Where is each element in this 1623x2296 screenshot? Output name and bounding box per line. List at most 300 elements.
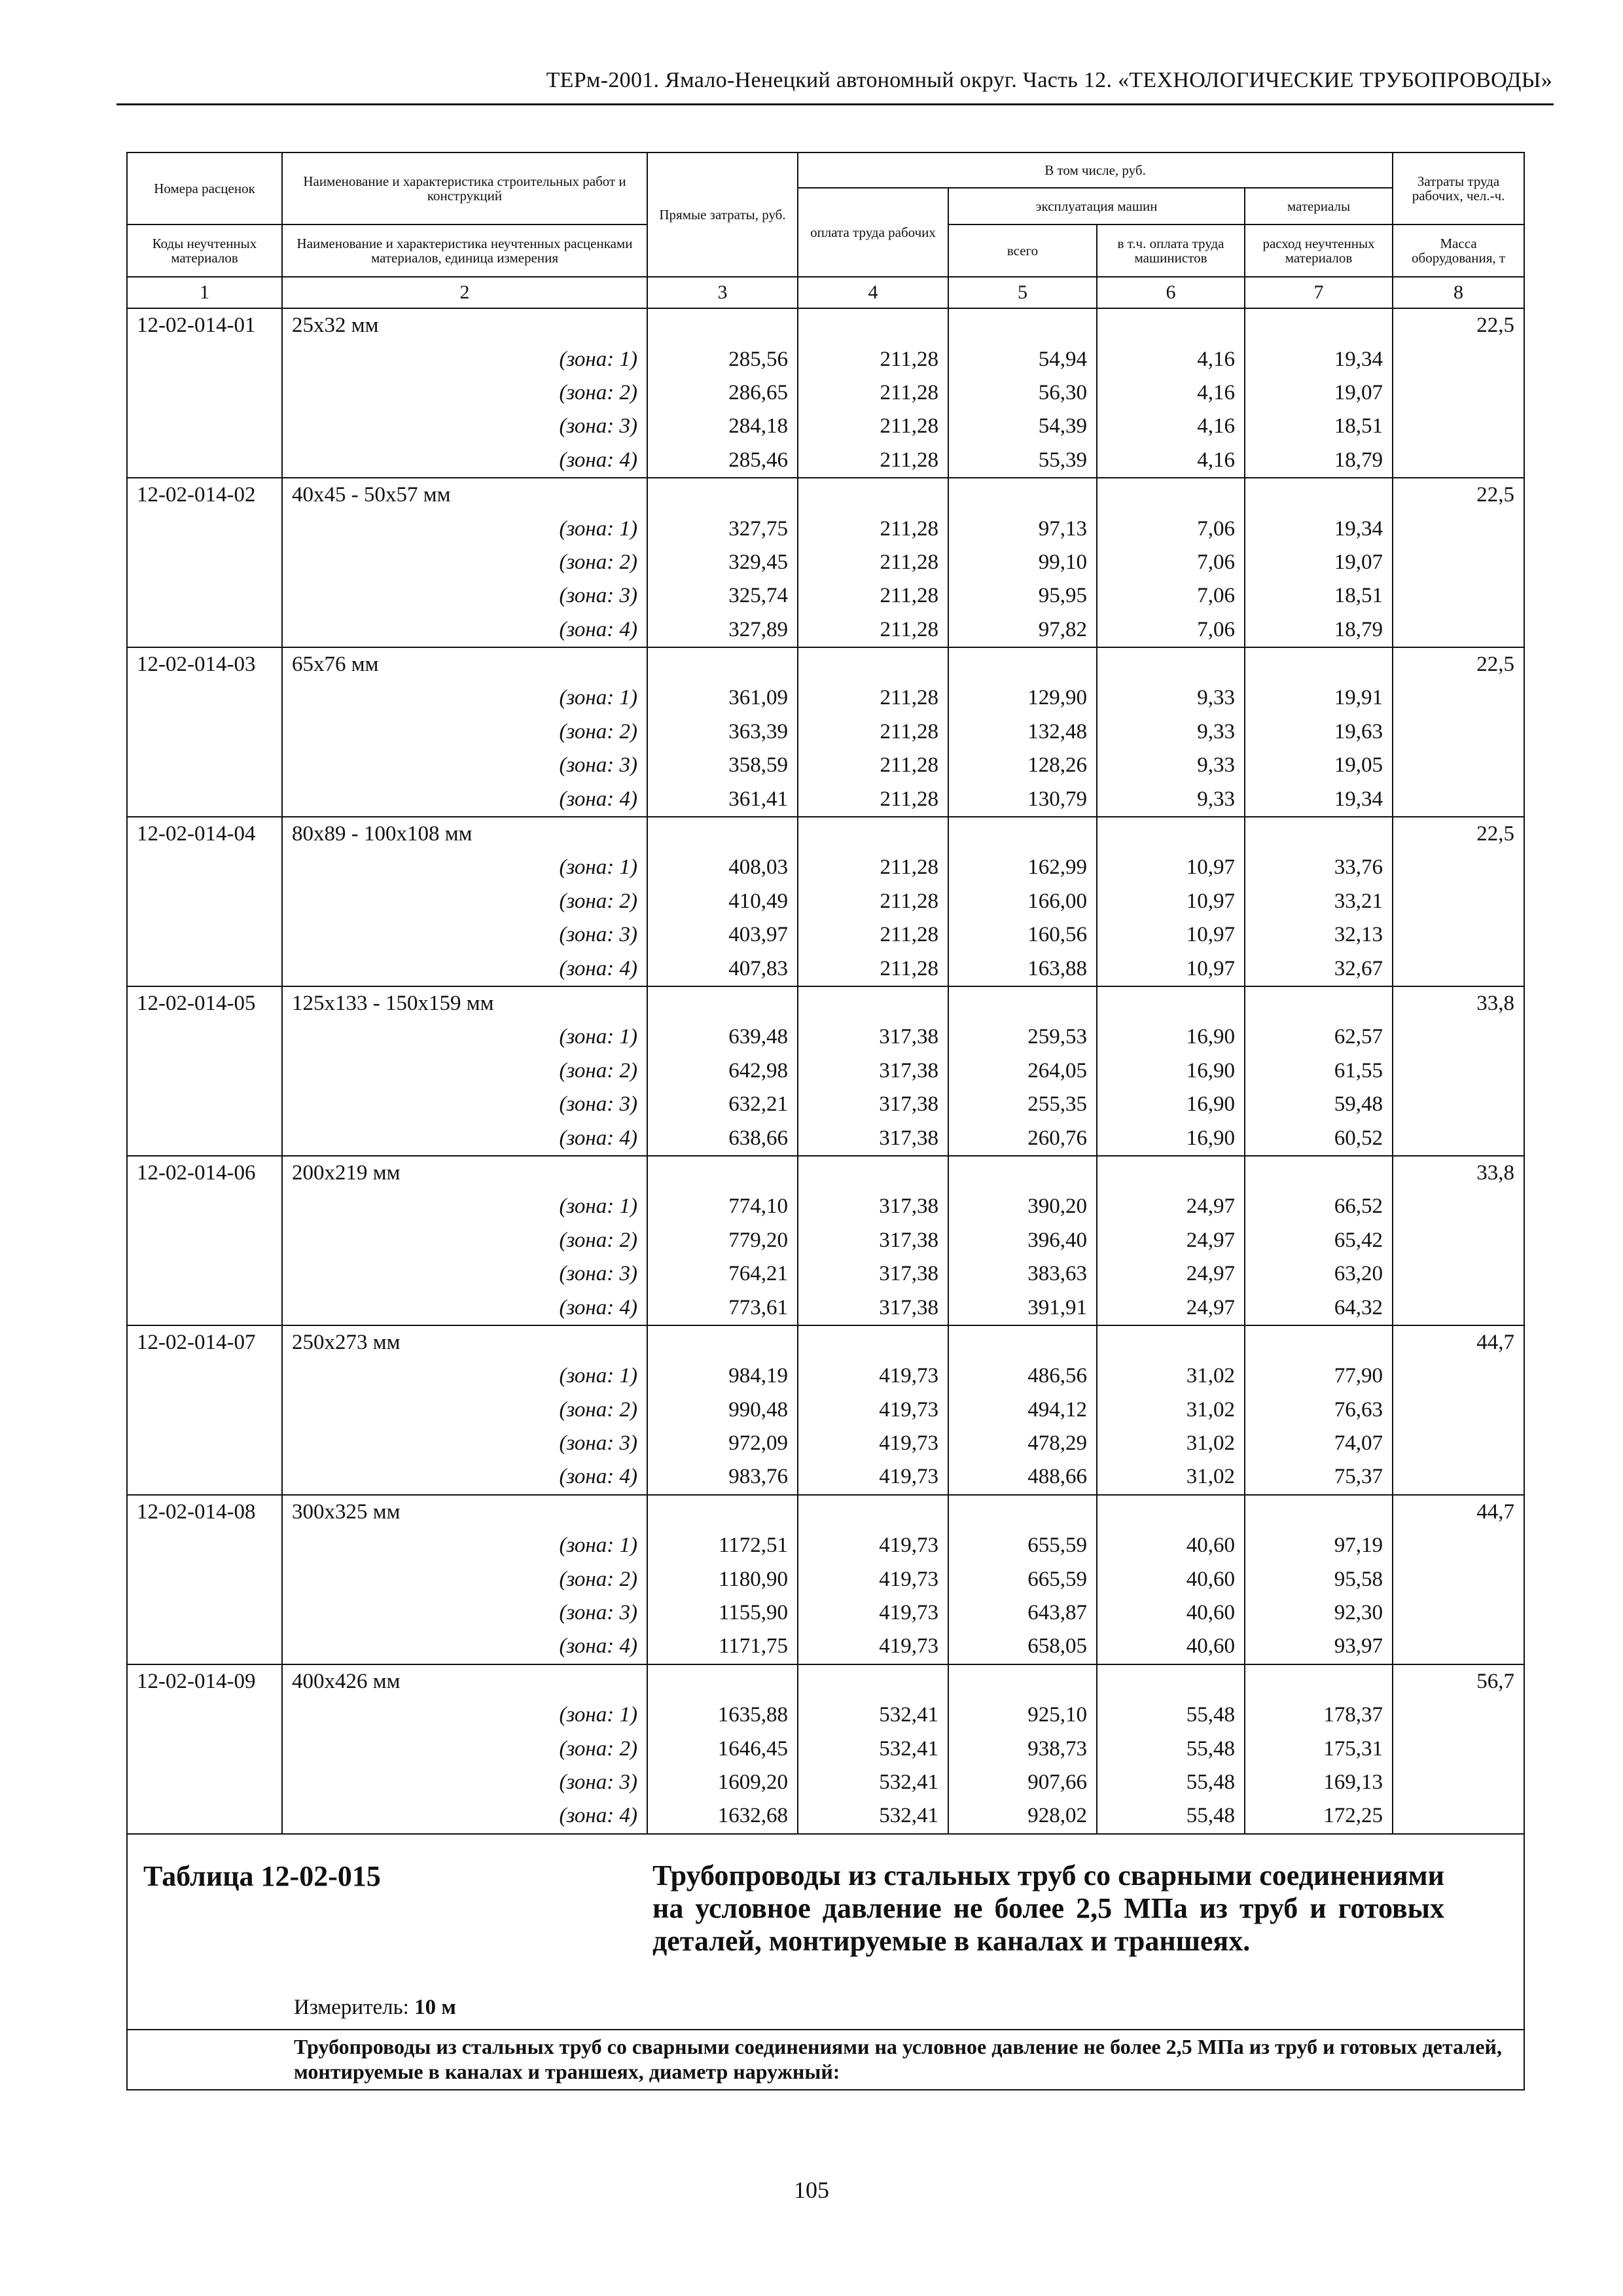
- empty-cell: [127, 782, 282, 816]
- zone-row: [127, 1529, 1524, 1562]
- worker-pay: 211,28: [798, 715, 948, 749]
- zone-row: [127, 1562, 1524, 1596]
- machinist-pay: 31,02: [1097, 1460, 1245, 1494]
- materials-cost: 33,76: [1245, 851, 1393, 884]
- th-materials: материалы: [1245, 188, 1393, 224]
- direct-cost: 327,75: [647, 512, 798, 545]
- empty-cell: [1097, 817, 1245, 851]
- worker-pay: 211,28: [798, 749, 948, 782]
- materials-cost: 32,13: [1245, 918, 1393, 952]
- rate-group-row: [127, 1495, 1524, 1529]
- empty-cell: [798, 308, 948, 342]
- materials-cost: 74,07: [1245, 1427, 1393, 1460]
- zone-label: (зона: 3): [282, 1427, 647, 1460]
- rate-name: 400х426 мм: [282, 1664, 647, 1698]
- zone-row: [127, 1121, 1524, 1155]
- empty-cell: [1245, 1495, 1393, 1529]
- empty-cell: [1393, 1732, 1524, 1765]
- zone-row: [127, 1088, 1524, 1121]
- column-number: 3: [647, 277, 798, 308]
- empty-cell: [1393, 376, 1524, 410]
- empty-cell: [1393, 1460, 1524, 1494]
- empty-cell: [1393, 952, 1524, 986]
- worker-pay: 317,38: [798, 1291, 948, 1325]
- column-number: 8: [1393, 277, 1524, 308]
- direct-cost: 983,76: [647, 1460, 798, 1494]
- machinist-pay: 24,97: [1097, 1291, 1245, 1325]
- next-table-title: Трубопроводы из стальных труб со сварными соединениями на условное давление не более 2,5 МПа из труб и готовых деталей, монтируемые в каналах и траншеях.: [652, 1859, 1444, 1957]
- empty-cell: [1245, 478, 1393, 512]
- empty-cell: [127, 444, 282, 478]
- zone-label: (зона: 4): [282, 1460, 647, 1494]
- zone-label: (зона: 1): [282, 1698, 647, 1732]
- zone-label: (зона: 2): [282, 715, 647, 749]
- th-machinist-pay: в т.ч. оплата труда машинистов: [1097, 224, 1245, 277]
- machinist-pay: 9,33: [1097, 681, 1245, 715]
- empty-cell: [1393, 1799, 1524, 1833]
- rate-group-row: [127, 986, 1524, 1020]
- empty-cell: [1245, 1156, 1393, 1190]
- direct-cost: 285,46: [647, 444, 798, 478]
- direct-cost: 284,18: [647, 410, 798, 443]
- empty-cell: [647, 1156, 798, 1190]
- zone-row: [127, 579, 1524, 613]
- empty-cell: [1393, 546, 1524, 579]
- machinist-pay: 7,06: [1097, 613, 1245, 647]
- empty-cell: [127, 1393, 282, 1427]
- empty-cell: [1393, 1393, 1524, 1427]
- machinist-pay: 10,97: [1097, 885, 1245, 918]
- empty-cell: [798, 1664, 948, 1698]
- materials-cost: 33,21: [1245, 885, 1393, 918]
- zone-row: [127, 851, 1524, 884]
- empty-cell: [127, 546, 282, 579]
- empty-cell: [948, 647, 1097, 681]
- column-number: 1: [127, 277, 282, 308]
- machinist-pay: 55,48: [1097, 1698, 1245, 1732]
- machine-total: 54,39: [948, 410, 1097, 443]
- empty-cell: [127, 851, 282, 884]
- machinist-pay: 16,90: [1097, 1054, 1245, 1088]
- worker-pay: 211,28: [798, 952, 948, 986]
- empty-cell: [948, 1325, 1097, 1359]
- direct-cost: 638,66: [647, 1121, 798, 1155]
- rate-group-row: [127, 1325, 1524, 1359]
- empty-cell: [948, 1664, 1097, 1698]
- empty-cell: [1393, 1630, 1524, 1664]
- empty-cell: [1393, 749, 1524, 782]
- direct-cost: 1609,20: [647, 1766, 798, 1799]
- machinist-pay: 4,16: [1097, 342, 1245, 376]
- th-machine-ops: эксплуатация машин: [948, 188, 1245, 224]
- empty-cell: [1245, 1325, 1393, 1359]
- zone-row: [127, 444, 1524, 478]
- empty-cell: [647, 1495, 798, 1529]
- materials-cost: 60,52: [1245, 1121, 1393, 1155]
- worker-pay: 211,28: [798, 782, 948, 816]
- machinist-pay: 7,06: [1097, 512, 1245, 545]
- materials-cost: 59,48: [1245, 1088, 1393, 1121]
- machine-total: 264,05: [948, 1054, 1097, 1088]
- empty-cell: [647, 1325, 798, 1359]
- zone-label: (зона: 2): [282, 1224, 647, 1257]
- empty-cell: [647, 308, 798, 342]
- machinist-pay: 10,97: [1097, 918, 1245, 952]
- empty-cell: [127, 715, 282, 749]
- machine-total: 494,12: [948, 1393, 1097, 1427]
- machine-total: 55,39: [948, 444, 1097, 478]
- empty-cell: [1393, 1054, 1524, 1088]
- worker-pay: 317,38: [798, 1020, 948, 1054]
- machinist-pay: 55,48: [1097, 1766, 1245, 1799]
- th-rate-numbers: Номера расценок: [127, 152, 282, 224]
- zone-label: (зона: 3): [282, 749, 647, 782]
- machine-total: 391,91: [948, 1291, 1097, 1325]
- machine-total: 928,02: [948, 1799, 1097, 1833]
- materials-cost: 19,91: [1245, 681, 1393, 715]
- machine-total: 383,63: [948, 1257, 1097, 1291]
- empty-cell: [1393, 1529, 1524, 1562]
- machine-total: 160,56: [948, 918, 1097, 952]
- machinist-pay: 31,02: [1097, 1427, 1245, 1460]
- rate-group-row: [127, 817, 1524, 851]
- rate-name: 200х219 мм: [282, 1156, 647, 1190]
- worker-pay: 419,73: [798, 1630, 948, 1664]
- materials-cost: 19,34: [1245, 512, 1393, 545]
- zone-label: (зона: 1): [282, 512, 647, 545]
- machine-total: 130,79: [948, 782, 1097, 816]
- empty-cell: [647, 986, 798, 1020]
- zone-row: [127, 1190, 1524, 1223]
- empty-cell: [127, 1054, 282, 1088]
- zone-row: [127, 1799, 1524, 1833]
- empty-cell: [1393, 1359, 1524, 1393]
- direct-cost: 764,21: [647, 1257, 798, 1291]
- machine-total: 486,56: [948, 1359, 1097, 1393]
- th-unaccounted-consumption: расход неучтенных материалов: [1245, 224, 1393, 277]
- zone-label: (зона: 2): [282, 376, 647, 410]
- th-unaccounted-names: Наименование и характеристика неучтенных расценками материалов, единица измерения: [282, 224, 647, 277]
- machinist-pay: 40,60: [1097, 1562, 1245, 1596]
- page-number: 105: [794, 2177, 829, 2203]
- machinist-pay: 9,33: [1097, 749, 1245, 782]
- rate-name: 250х273 мм: [282, 1325, 647, 1359]
- empty-cell: [647, 1664, 798, 1698]
- machinist-pay: 16,90: [1097, 1088, 1245, 1121]
- empty-cell: [1245, 308, 1393, 342]
- machine-total: 128,26: [948, 749, 1097, 782]
- rate-code: 12-02-014-03: [127, 647, 282, 681]
- labor-cost: 22,5: [1393, 817, 1524, 851]
- empty-cell: [1097, 478, 1245, 512]
- rate-name: 125х133 - 150х159 мм: [282, 986, 647, 1020]
- empty-cell: [127, 1121, 282, 1155]
- empty-cell: [1393, 715, 1524, 749]
- materials-cost: 19,34: [1245, 782, 1393, 816]
- zone-row: [127, 749, 1524, 782]
- empty-cell: [127, 1460, 282, 1494]
- machine-total: 166,00: [948, 885, 1097, 918]
- empty-cell: [127, 1630, 282, 1664]
- worker-pay: 211,28: [798, 579, 948, 613]
- materials-cost: 93,97: [1245, 1630, 1393, 1664]
- zone-label: (зона: 1): [282, 851, 647, 884]
- zone-row: [127, 1054, 1524, 1088]
- materials-cost: 63,20: [1245, 1257, 1393, 1291]
- empty-cell: [1393, 444, 1524, 478]
- direct-cost: 403,97: [647, 918, 798, 952]
- th-equipment-mass: Масса оборудования, т: [1393, 224, 1524, 277]
- column-numbers-row: [127, 277, 1524, 308]
- machine-total: 129,90: [948, 681, 1097, 715]
- column-number: 2: [282, 277, 647, 308]
- zone-row: [127, 613, 1524, 647]
- zone-label: (зона: 3): [282, 1088, 647, 1121]
- worker-pay: 419,73: [798, 1460, 948, 1494]
- machine-total: 132,48: [948, 715, 1097, 749]
- materials-cost: 18,79: [1245, 444, 1393, 478]
- direct-cost: 410,49: [647, 885, 798, 918]
- zone-row: [127, 1460, 1524, 1494]
- empty-cell: [1097, 986, 1245, 1020]
- direct-cost: 639,48: [647, 1020, 798, 1054]
- direct-cost: 774,10: [647, 1190, 798, 1223]
- direct-cost: 361,09: [647, 681, 798, 715]
- machine-total: 162,99: [948, 851, 1097, 884]
- empty-cell: [127, 1529, 282, 1562]
- zone-row: [127, 546, 1524, 579]
- zone-row: [127, 681, 1524, 715]
- empty-cell: [1393, 1088, 1524, 1121]
- zone-row: [127, 1291, 1524, 1325]
- direct-cost: 325,74: [647, 579, 798, 613]
- worker-pay: 532,41: [798, 1698, 948, 1732]
- worker-pay: 211,28: [798, 342, 948, 376]
- zone-row: [127, 918, 1524, 952]
- empty-cell: [1393, 342, 1524, 376]
- rate-code: 12-02-014-08: [127, 1495, 282, 1529]
- materials-cost: 175,31: [1245, 1732, 1393, 1765]
- header-rule: [116, 103, 1554, 105]
- direct-cost: 1172,51: [647, 1529, 798, 1562]
- worker-pay: 532,41: [798, 1799, 948, 1833]
- machinist-pay: 24,97: [1097, 1224, 1245, 1257]
- worker-pay: 211,28: [798, 851, 948, 884]
- machinist-pay: 4,16: [1097, 410, 1245, 443]
- materials-cost: 97,19: [1245, 1529, 1393, 1562]
- empty-cell: [798, 647, 948, 681]
- rate-code: 12-02-014-06: [127, 1156, 282, 1190]
- materials-cost: 19,34: [1245, 342, 1393, 376]
- empty-cell: [127, 1732, 282, 1765]
- zone-row: [127, 782, 1524, 816]
- zone-label: (зона: 4): [282, 1291, 647, 1325]
- zone-label: (зона: 2): [282, 1562, 647, 1596]
- machine-total: 938,73: [948, 1732, 1097, 1765]
- empty-cell: [948, 1495, 1097, 1529]
- empty-cell: [1393, 782, 1524, 816]
- empty-cell: [1393, 512, 1524, 545]
- th-labor-costs: Затраты труда рабочих, чел.-ч.: [1393, 152, 1524, 224]
- labor-cost: 44,7: [1393, 1495, 1524, 1529]
- empty-cell: [798, 1325, 948, 1359]
- zone-label: (зона: 4): [282, 444, 647, 478]
- materials-cost: 19,07: [1245, 546, 1393, 579]
- direct-cost: 327,89: [647, 613, 798, 647]
- next-table-description: Трубопроводы из стальных труб со сварными соединениями на условное давление не более 2,5 МПа из труб и готовых деталей, монтируемые в каналах и траншеях, диаметр наружный:: [294, 2034, 1502, 2083]
- materials-cost: 61,55: [1245, 1054, 1393, 1088]
- worker-pay: 211,28: [798, 410, 948, 443]
- empty-cell: [1393, 681, 1524, 715]
- empty-cell: [127, 749, 282, 782]
- empty-cell: [1393, 1291, 1524, 1325]
- materials-cost: 169,13: [1245, 1766, 1393, 1799]
- rate-code: 12-02-014-09: [127, 1664, 282, 1698]
- empty-cell: [127, 1596, 282, 1630]
- machine-total: 54,94: [948, 342, 1097, 376]
- worker-pay: 211,28: [798, 512, 948, 545]
- zone-label: (зона: 3): [282, 918, 647, 952]
- column-number: 5: [948, 277, 1097, 308]
- empty-cell: [647, 478, 798, 512]
- empty-cell: [1393, 1427, 1524, 1460]
- empty-cell: [1393, 1562, 1524, 1596]
- machinist-pay: 40,60: [1097, 1596, 1245, 1630]
- materials-cost: 76,63: [1245, 1393, 1393, 1427]
- materials-cost: 75,37: [1245, 1460, 1393, 1494]
- direct-cost: 1180,90: [647, 1562, 798, 1596]
- direct-cost: 1646,45: [647, 1732, 798, 1765]
- direct-cost: 779,20: [647, 1224, 798, 1257]
- measure-unit: [294, 1996, 456, 2020]
- empty-cell: [127, 1020, 282, 1054]
- machinist-pay: 40,60: [1097, 1529, 1245, 1562]
- rate-code: 12-02-014-02: [127, 478, 282, 512]
- zone-label: (зона: 1): [282, 342, 647, 376]
- direct-cost: 990,48: [647, 1393, 798, 1427]
- rate-code: 12-02-014-01: [127, 308, 282, 342]
- materials-cost: 64,32: [1245, 1291, 1393, 1325]
- empty-cell: [948, 308, 1097, 342]
- empty-cell: [1393, 1596, 1524, 1630]
- materials-cost: 18,79: [1245, 613, 1393, 647]
- worker-pay: 211,28: [798, 546, 948, 579]
- direct-cost: 773,61: [647, 1291, 798, 1325]
- th-machine-total: всего: [948, 224, 1097, 277]
- worker-pay: 419,73: [798, 1393, 948, 1427]
- zone-label: (зона: 4): [282, 782, 647, 816]
- th-worker-pay: оплата труда рабочих: [798, 188, 948, 277]
- empty-cell: [1245, 817, 1393, 851]
- empty-cell: [1097, 308, 1245, 342]
- worker-pay: 317,38: [798, 1190, 948, 1223]
- empty-cell: [1245, 1664, 1393, 1698]
- zone-label: (зона: 2): [282, 885, 647, 918]
- worker-pay: 419,73: [798, 1596, 948, 1630]
- empty-cell: [1393, 1257, 1524, 1291]
- zone-label: (зона: 2): [282, 1393, 647, 1427]
- next-table-heading-row: [127, 1834, 1524, 2030]
- empty-cell: [1393, 613, 1524, 647]
- direct-cost: 285,56: [647, 342, 798, 376]
- zone-label: (зона: 1): [282, 681, 647, 715]
- machinist-pay: 31,02: [1097, 1393, 1245, 1427]
- rate-name: 25х32 мм: [282, 308, 647, 342]
- materials-cost: 66,52: [1245, 1190, 1393, 1223]
- machine-total: 643,87: [948, 1596, 1097, 1630]
- th-work-name: Наименование и характеристика строительных работ и конструкций: [282, 152, 647, 224]
- zone-label: (зона: 4): [282, 613, 647, 647]
- materials-cost: 19,63: [1245, 715, 1393, 749]
- worker-pay: 532,41: [798, 1732, 948, 1765]
- measure-value: 10 м: [414, 1995, 456, 2019]
- empty-cell: [127, 1766, 282, 1799]
- empty-cell: [1393, 918, 1524, 952]
- empty-cell: [127, 1427, 282, 1460]
- rate-group-row: [127, 1156, 1524, 1190]
- next-table-label: Таблица 12-02-015: [143, 1859, 381, 1892]
- zone-row: [127, 1630, 1524, 1664]
- zone-label: (зона: 3): [282, 1596, 647, 1630]
- empty-cell: [1393, 1766, 1524, 1799]
- worker-pay: 317,38: [798, 1257, 948, 1291]
- empty-cell: [127, 376, 282, 410]
- zone-row: [127, 376, 1524, 410]
- zone-label: (зона: 3): [282, 1766, 647, 1799]
- empty-cell: [1393, 1224, 1524, 1257]
- empty-cell: [127, 1291, 282, 1325]
- direct-cost: 329,45: [647, 546, 798, 579]
- zone-row: [127, 512, 1524, 545]
- zone-row: [127, 1732, 1524, 1765]
- rate-name: 40х45 - 50х57 мм: [282, 478, 647, 512]
- labor-cost: 33,8: [1393, 986, 1524, 1020]
- machinist-pay: 16,90: [1097, 1020, 1245, 1054]
- machine-total: 396,40: [948, 1224, 1097, 1257]
- machinist-pay: 9,33: [1097, 782, 1245, 816]
- materials-cost: 77,90: [1245, 1359, 1393, 1393]
- running-header: ТЕРм-2001. Ямало-Ненецкий автономный округ. Часть 12. «ТЕХНОЛОГИЧЕСКИЕ ТРУБОПРОВОДЫ»: [546, 68, 1552, 92]
- machinist-pay: 4,16: [1097, 376, 1245, 410]
- empty-cell: [1393, 1190, 1524, 1223]
- empty-cell: [127, 1190, 282, 1223]
- machinist-pay: 7,06: [1097, 579, 1245, 613]
- empty-cell: [127, 579, 282, 613]
- machine-total: 390,20: [948, 1190, 1097, 1223]
- measure-label: Измеритель:: [294, 1995, 409, 2019]
- worker-pay: 317,38: [798, 1088, 948, 1121]
- zone-label: (зона: 2): [282, 1054, 647, 1088]
- direct-cost: 972,09: [647, 1427, 798, 1460]
- empty-cell: [1245, 647, 1393, 681]
- materials-cost: 18,51: [1245, 579, 1393, 613]
- machine-total: 655,59: [948, 1529, 1097, 1562]
- empty-cell: [127, 918, 282, 952]
- empty-cell: [127, 613, 282, 647]
- empty-cell: [1393, 1020, 1524, 1054]
- rate-code: 12-02-014-04: [127, 817, 282, 851]
- empty-cell: [1393, 410, 1524, 443]
- zone-row: [127, 1766, 1524, 1799]
- zone-row: [127, 410, 1524, 443]
- th-including: В том числе, руб.: [798, 152, 1393, 188]
- zone-row: [127, 1359, 1524, 1393]
- machine-total: 260,76: [948, 1121, 1097, 1155]
- zone-label: (зона: 4): [282, 1121, 647, 1155]
- machinist-pay: 16,90: [1097, 1121, 1245, 1155]
- zone-label: (зона: 4): [282, 1630, 647, 1664]
- worker-pay: 211,28: [798, 444, 948, 478]
